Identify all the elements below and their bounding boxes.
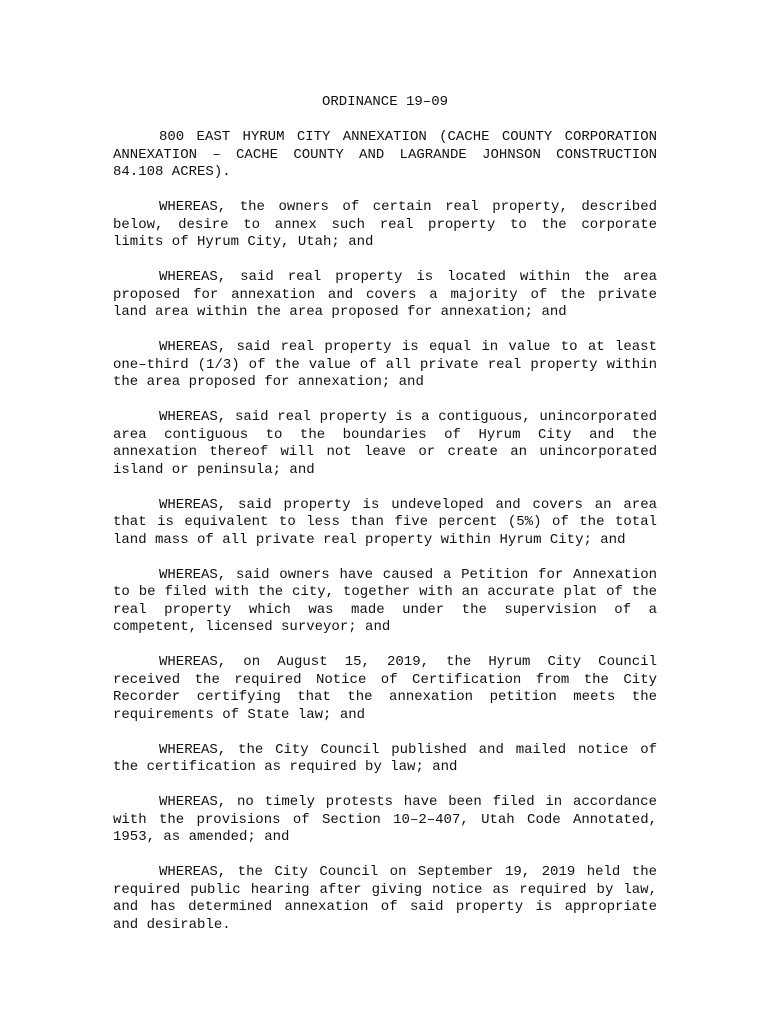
whereas-value-paragraph: WHEREAS, said real property is equal in value to at least one–third (1/3) of the value of all private real property within the area proposed for annexation; and: [113, 339, 657, 390]
whereas-notice-paragraph: WHEREAS, the City Council published and mailed notice of the certification as required by law; and: [113, 741, 657, 775]
document-page: [113, 94, 657, 952]
annexation-heading: 800 EAST HYRUM CITY ANNEXATION (CACHE COUNTY CORPORATION ANNEXATION – CACHE COUNTY AND LAGRANDE JOHNSON CONSTRUCTION 84.108 ACRES).: [113, 129, 657, 180]
whereas-contiguous-paragraph: WHEREAS, said real property is a contiguous, unincorporated area contiguous to the boundaries of Hyrum City and the annexation thereof will not leave or create an unincorporated island or peninsula; and: [113, 409, 657, 478]
whereas-hearing-paragraph: WHEREAS, the City Council on September 19, 2019 held the required public hearing after giving notice as required by law, and has determined annexation of said property is appropriate and desirable.: [113, 864, 657, 933]
whereas-owners-paragraph: WHEREAS, the owners of certain real property, described below, desire to annex such real property to the corporate limits of Hyrum City, Utah; and: [113, 199, 657, 250]
whereas-certification-paragraph: WHEREAS, on August 15, 2019, the Hyrum City Council received the required Notice of Certification from the City Recorder certifying that the annexation petition meets the requirements of State law; and: [113, 654, 657, 723]
whereas-protests-paragraph: WHEREAS, no timely protests have been filed in accordance with the provisions of Section 10–2–407, Utah Code Annotated, 1953, as amended; and: [113, 794, 657, 845]
whereas-location-paragraph: WHEREAS, said real property is located within the area proposed for annexation and covers a majority of the private land area within the area proposed for annexation; and: [113, 269, 657, 320]
ordinance-title: ORDINANCE 19–09: [321, 94, 449, 110]
whereas-petition-paragraph: WHEREAS, said owners have caused a Petition for Annexation to be filed with the city, together with an accurate plat of the real property which was made under the supervision of a competent, licensed surveyor; and: [113, 566, 657, 635]
whereas-undeveloped-paragraph: WHEREAS, said property is undeveloped and covers an area that is equivalent to less than five percent (5%) of the total land mass of all private real property within Hyrum City; and: [113, 496, 657, 548]
